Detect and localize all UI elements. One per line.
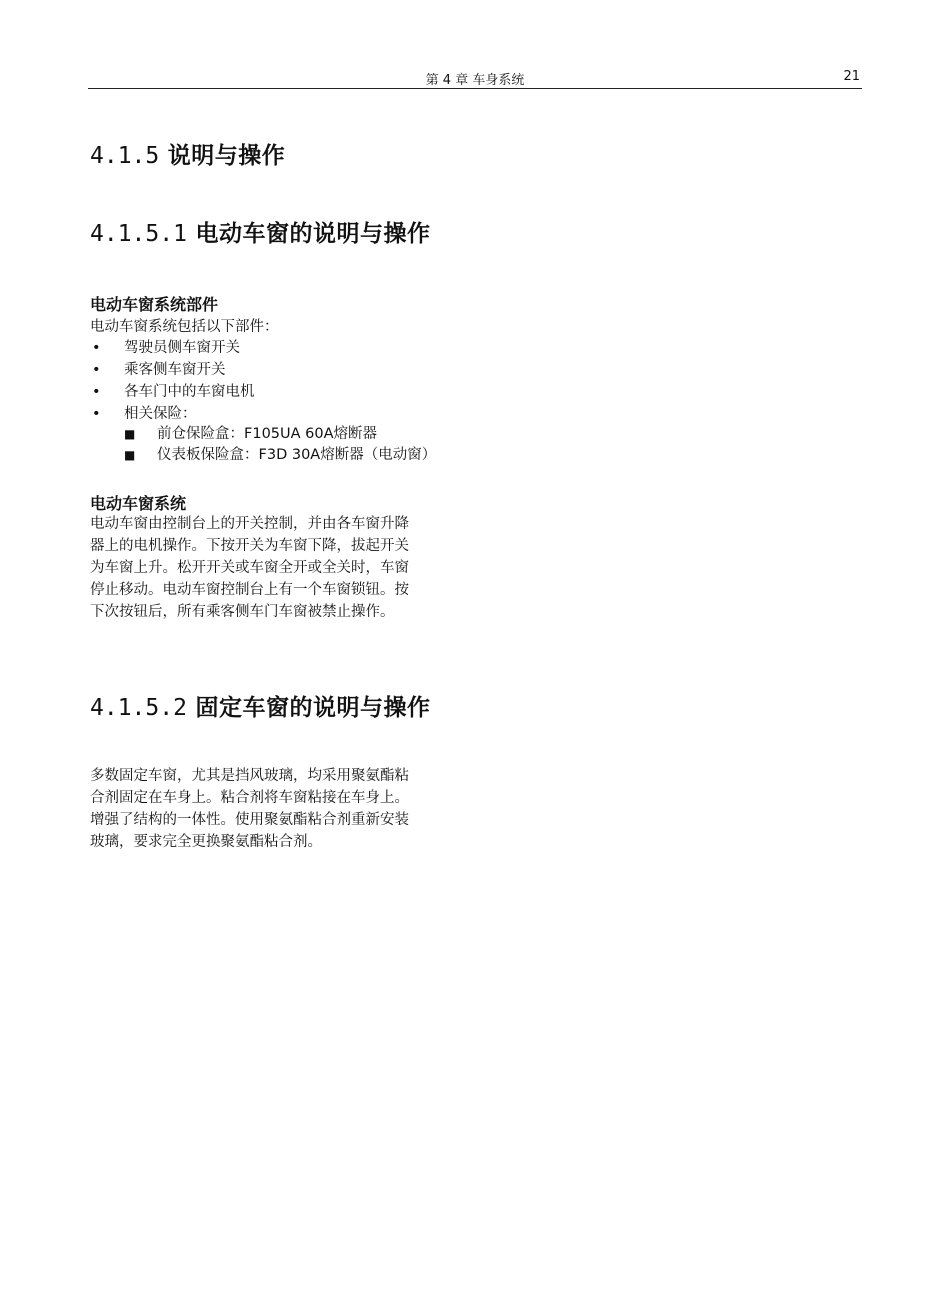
paragraph-line: 玻璃，要求完全更换聚氨酯粘合剂。 (90, 834, 322, 850)
paragraph-line: 电动车窗由控制台上的开关控制，并由各车窗升降 (90, 516, 409, 532)
page-header (88, 66, 862, 89)
system-heading: 电动车窗系统 (90, 494, 187, 513)
components-intro: 电动车窗系统包括以下部件： (90, 319, 279, 335)
list-item-text: 各车门中的车窗电机 (124, 384, 255, 400)
list-item (90, 381, 462, 403)
section-title: 电动车窗的说明与操作 (195, 221, 431, 247)
section-number: 4.1.5.2 (90, 695, 187, 721)
paragraph-line: 下次按钮后，所有乘客侧车门车窗被禁止操作。 (90, 604, 395, 620)
list-item (124, 445, 436, 466)
bullet-icon: • (92, 340, 101, 356)
section-heading-4-1-5-2 (90, 689, 430, 722)
list-item-text: 乘客侧车窗开关 (124, 362, 226, 378)
bullet-icon: • (92, 384, 101, 400)
paragraph-line: 停止移动。电动车窗控制台上有一个车窗锁钮。按 (90, 582, 409, 598)
list-item-text: 前仓保险盒：F105UA 60A熔断器 (157, 426, 378, 442)
list-item (90, 337, 462, 359)
section-number: 4.1.5.1 (90, 221, 187, 247)
section-heading-4-1-5 (90, 137, 285, 170)
components-list (90, 337, 462, 425)
paragraph-line: 多数固定车窗，尤其是挡风玻璃，均采用聚氨酯粘 (90, 768, 409, 784)
square-bullet-icon: ■ (124, 448, 136, 462)
list-item (90, 403, 462, 425)
bullet-icon: • (92, 406, 101, 422)
list-item (90, 359, 462, 381)
page-number: 21 (843, 69, 860, 84)
list-item-text: 驾驶员侧车窗开关 (124, 340, 240, 356)
paragraph-line: 合剂固定在车身上。粘合剂将车窗粘接在车身上。 (90, 790, 409, 806)
components-heading: 电动车窗系统部件 (90, 295, 219, 314)
chapter-title: 第 4 章 车身系统 (425, 73, 525, 88)
fuse-list (124, 424, 436, 466)
system-paragraph (90, 513, 462, 623)
section-number: 4.1.5 (90, 143, 160, 169)
list-item-text: 相关保险： (124, 406, 197, 422)
bullet-icon: • (92, 362, 101, 378)
list-item-text: 仪表板保险盒：F3D 30A熔断器（电动窗） (157, 447, 437, 463)
paragraph-line: 器上的电机操作。下按开关为车窗下降，拔起开关 (90, 538, 409, 554)
section-title: 说明与操作 (167, 143, 286, 169)
paragraph-line: 为车窗上升。松开开关或车窗全开或全关时，车窗 (90, 560, 409, 576)
paragraph-line: 增强了结构的一体性。使用聚氨酯粘合剂重新安装 (90, 812, 409, 828)
section-title: 固定车窗的说明与操作 (195, 695, 431, 721)
square-bullet-icon: ■ (124, 427, 136, 441)
fixed-window-paragraph (90, 765, 462, 853)
list-item (124, 424, 436, 445)
section-heading-4-1-5-1 (90, 215, 430, 248)
